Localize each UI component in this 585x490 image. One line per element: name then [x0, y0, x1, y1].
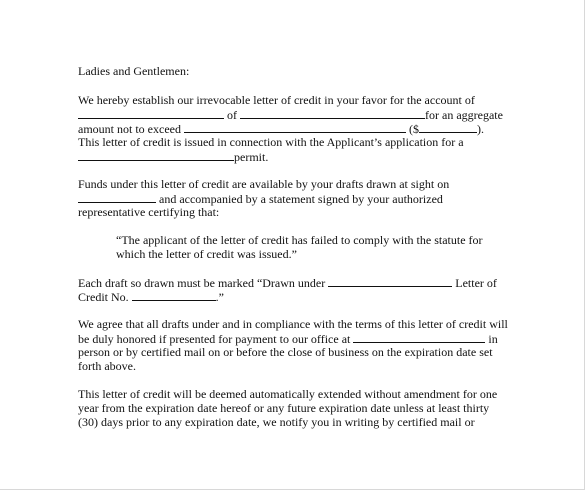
p5-line-1: This letter of credit will be deemed automatically extended without amendment for one [78, 387, 498, 401]
p4-line-1: We agree that all drafts under and in compliance with the terms of this letter of credit will [78, 317, 508, 331]
permit-type-blank [78, 149, 234, 161]
p3-line-1: Each draft so drawn must be marked “Drawn under Letter of [78, 276, 497, 290]
p1-line-2: of for an aggregate [78, 107, 503, 122]
amount-figure-blank [419, 121, 477, 133]
credit-number-blank [132, 289, 216, 301]
p1-line-4: This letter of credit is issued in connection with the Applicant’s application for a [78, 135, 464, 149]
drawee-blank [78, 191, 156, 203]
p5-line-3: (30) days prior to any expiration date, we notify you in writing by certified mail or [78, 415, 475, 429]
salutation: Ladies and Gentlemen: [78, 64, 190, 78]
p1-line-5: permit. [78, 149, 268, 164]
quote-line-2: which the letter of credit was issued.” [116, 247, 297, 261]
account-address-blank [240, 107, 425, 119]
p1-line-3: amount not to exceed ($ ). [78, 122, 484, 136]
p2-line-1: Funds under this letter of credit are available by your drafts drawn at sight on [78, 177, 450, 191]
office-address-blank [353, 331, 485, 343]
p4-line-2: be duly honored if presented for payment to our office at in [78, 332, 498, 346]
p1-line-1: We hereby establish our irrevocable letter of credit in your favor for the account of [78, 93, 475, 107]
account-name-blank [78, 107, 224, 119]
drawn-under-blank [328, 275, 452, 287]
p2-line-3: representative certifying that: [78, 205, 220, 219]
quote-line-1: “The applicant of the letter of credit has failed to comply with the statute for [116, 233, 483, 247]
p4-line-3: person or by certified mail on or before the close of business on the expiration date set [78, 345, 493, 359]
p4-line-4: forth above. [78, 359, 136, 373]
amount-words-blank [184, 121, 406, 133]
p3-line-2: Credit No. .” [78, 290, 224, 304]
p5-line-2: year from the expiration date hereof or any future expiration date unless at least thirty [78, 401, 490, 415]
p2-line-2: and accompanied by a statement signed by your authorized [78, 191, 443, 206]
